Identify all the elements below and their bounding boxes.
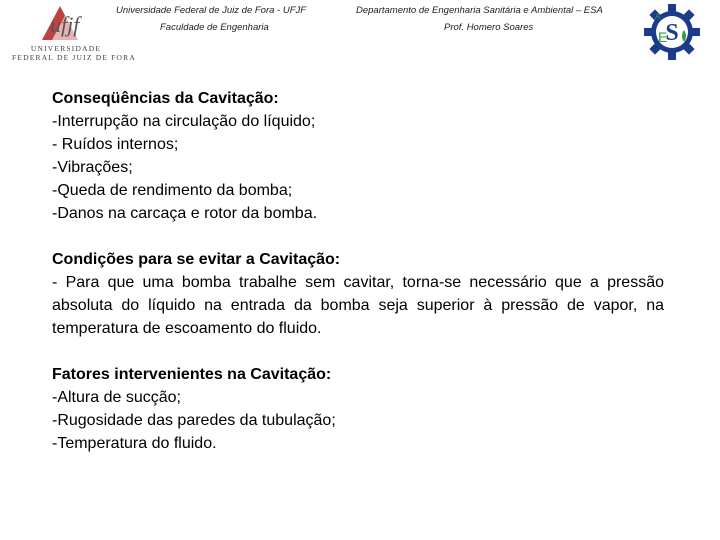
- slide-content: [52, 87, 664, 455]
- esa-logo: [644, 4, 700, 60]
- esa-letter-a: A: [655, 12, 661, 21]
- list-item: - Ruídos internos;: [52, 136, 179, 153]
- list-item: -Danos na carcaça e rotor da bomba.: [52, 205, 318, 222]
- list-item: -Altura de sucção;: [52, 389, 181, 406]
- section-factors: [52, 363, 664, 455]
- ufjf-logo-mark: [38, 2, 94, 42]
- ufjf-caption-line1: UNIVERSIDADE: [30, 44, 102, 53]
- section-paragraph: - Para que uma bomba trabalhe sem cavitar, torna-se necessário que a pressão absoluta do líquido na entrada da bomba seja superior à pressão de vapor, na temperatura de escoamento do fluido.: [52, 274, 664, 337]
- gear-icon: [644, 4, 700, 60]
- list-item: -Interrupção na circulação do líquido;: [52, 113, 316, 130]
- slide-header: [0, 0, 720, 70]
- section-prevention: [52, 248, 664, 340]
- section-heading: Conseqüências da Cavitação:: [52, 90, 279, 107]
- section-heading: Condições para se evitar a Cavitação:: [52, 251, 341, 268]
- ufjf-caption-line2: FEDERAL DE JUIZ DE FORA: [12, 53, 136, 62]
- department-name: Departamento de Engenharia Sanitária e Ambiental – ESA: [356, 5, 603, 16]
- esa-letter-s: S: [665, 20, 679, 46]
- esa-letter-e: E: [658, 29, 668, 45]
- section-heading: Fatores intervenientes na Cavitação:: [52, 366, 332, 383]
- list-item: -Vibrações;: [52, 159, 133, 176]
- faculty-name: Faculdade de Engenharia: [160, 22, 269, 33]
- list-item: -Queda de rendimento da bomba;: [52, 182, 293, 199]
- list-item: -Rugosidade das paredes da tubulação;: [52, 412, 336, 429]
- ufjf-logo-text: ufjf: [50, 12, 80, 37]
- professor-name: Prof. Homero Soares: [444, 22, 534, 33]
- list-item: -Temperatura do fluido.: [52, 435, 217, 452]
- ufjf-logo: [12, 2, 136, 64]
- university-name: Universidade Federal de Juiz de Fora - UFJF: [116, 5, 307, 16]
- section-consequences: [52, 87, 664, 225]
